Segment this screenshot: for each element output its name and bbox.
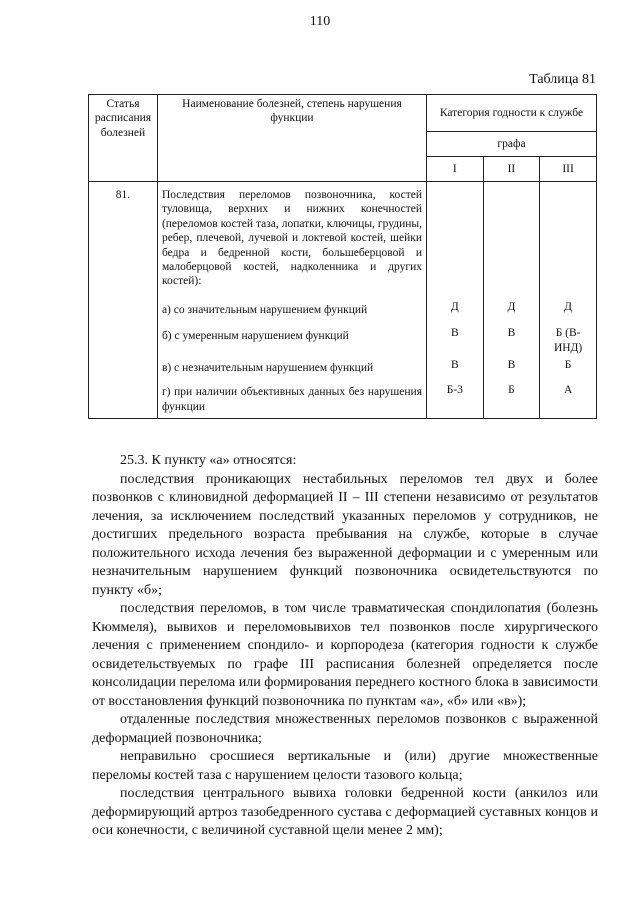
paragraph-2: последствия переломов, в том числе травматическая спондилопатия (болезнь Кюммеля), вывихов и переломовывихов тел позвонков после хирургического лечения с применением спондило- и корпородеза (категория годности к службе освидетельствуемых по графе III расписания болезней определяется после консолидации перелома или формирования переднего костного блока в зависимости от восстановления функций позвоночника по пунктам «а», «б» или «в»);	[92, 601, 598, 709]
table-row	[89, 182, 597, 419]
row-c-g2: В	[507, 359, 516, 372]
body-text	[92, 452, 598, 841]
row-a-g2: Д	[507, 301, 516, 313]
table-title: Таблица 81	[529, 72, 596, 87]
row-b-label: б) с умеренным нарушением функций	[161, 330, 349, 342]
row-d-g3: А	[563, 383, 573, 396]
graph-2: II	[483, 157, 540, 182]
row-d-g1: Б-3	[446, 383, 463, 396]
header-graph: графа	[426, 132, 596, 157]
disease-description-cell	[157, 182, 426, 419]
row-a-label: а) со значительным нарушением функций	[161, 303, 368, 316]
page-number: 110	[309, 14, 331, 29]
row-b-g3: Б (В-ИНД)	[553, 327, 583, 354]
article-number: 81.	[89, 182, 158, 419]
graph-1-values	[426, 182, 483, 419]
paragraph-4: неправильно сросшиеся вертикальные и (или) другие множественные переломы костей таза с нарушением целости тазового кольца;	[92, 749, 598, 783]
graph-3-values	[540, 182, 597, 419]
graph-1: I	[426, 157, 483, 182]
row-b-g2: В	[507, 327, 516, 340]
paragraph-1: последствия проникающих нестабильных переломов тел двух и более позвонков с клиновидной деформацией II – III степени независимо от результатов лечения, за исключением последствий указанных переломов у сотрудников, не достигших предельного возраста пребывания на службе, которые в случае положительного исхода лечения без выраженной деформации и с умеренным или незначительным нарушением функций позвоночника освидетельствуются по пункту «б»;	[92, 471, 598, 598]
disease-description: Последствия переломов позвоночника, костей туловища, верхних и нижних конечностей (переломов костей таза, лопатки, ключицы, грудины, ребер, плечевой, лучевой и локтевой костей, шейки бедра и бедренной кости, большеберцовой и малоберцовой костей, надколенника и других костей):	[161, 189, 422, 288]
row-d-label: г) при наличии объективных данных без нарушения функции	[161, 386, 422, 413]
graph-2-values	[483, 182, 540, 419]
row-c-label: в) с незначительным нарушением функций	[161, 362, 374, 374]
row-d-g2: Б	[508, 383, 515, 396]
paragraph-5: последствия центрального вывиха головки бедренной кости (анкилоз или деформирующий артроз тазобедренного сустава с деформацией суставных концов и оси конечности, с величиной суставной щели менее 2 мм);	[92, 786, 598, 838]
graph-3: III	[540, 157, 597, 182]
row-c-g3: Б	[564, 359, 572, 372]
table-header-row	[89, 95, 597, 132]
section-heading: 25.3. К пункту «а» относятся:	[120, 453, 297, 468]
row-a-g1: Д	[450, 301, 459, 313]
disease-table	[88, 94, 597, 419]
paragraph-3: отдаленные последствия множественных переломов позвонков с выраженной деформацией позвоночника;	[92, 712, 598, 746]
row-b-g1: В	[450, 327, 459, 340]
header-category: Категория годности к службе	[426, 95, 596, 132]
header-article: Статья расписания болезней	[89, 95, 158, 182]
row-c-g1: В	[450, 359, 459, 372]
header-name: Наименование болезней, степень нарушения функции	[157, 95, 426, 182]
row-a-g3: Д	[564, 301, 573, 313]
